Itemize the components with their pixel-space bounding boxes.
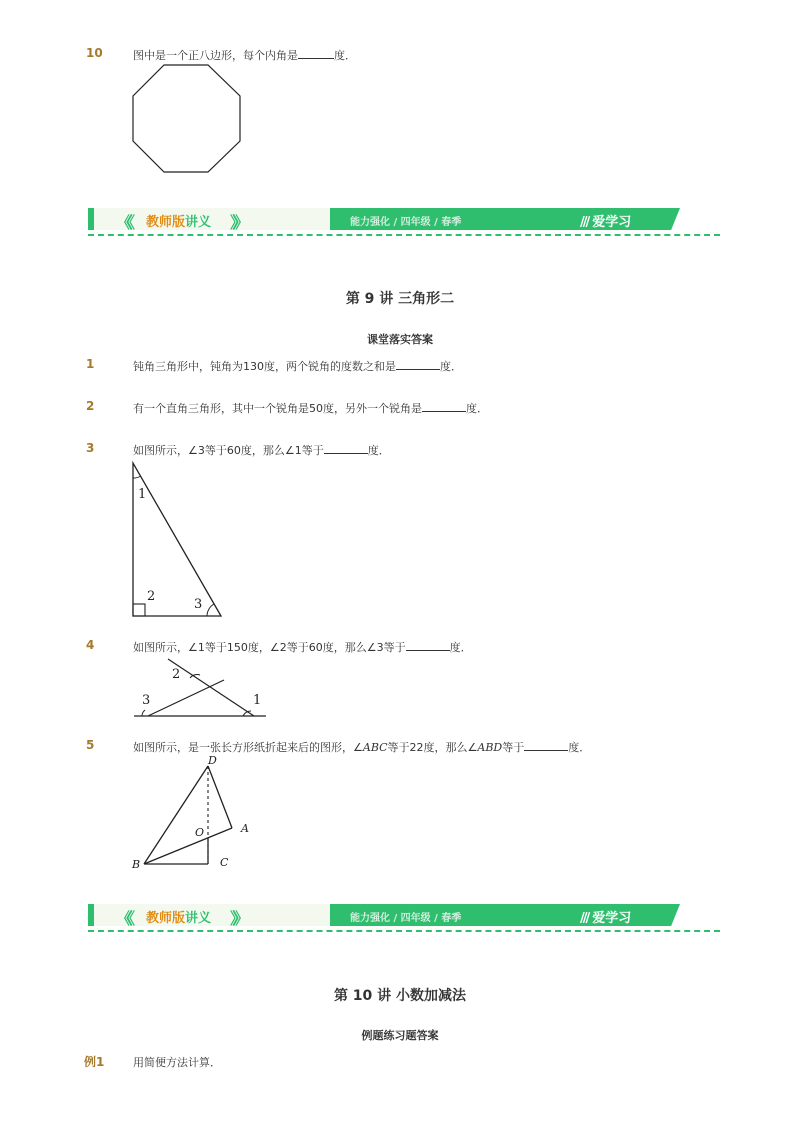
chevron-right-icon: 》》 xyxy=(230,213,245,232)
question-number: 4 xyxy=(86,638,95,652)
angle-arc-1 xyxy=(133,476,141,478)
brand-icon: /// xyxy=(580,911,589,926)
question-text-before: 如图所示，∠1等于150度，∠2等于60度，那么∠3等于 xyxy=(133,641,406,654)
angle-label-3: 3 xyxy=(142,693,151,708)
question-text-part: 等于22度，那么∠ xyxy=(387,741,478,754)
angle-label-2: 2 xyxy=(147,589,156,604)
question-text-before: 有一个直角三角形，其中一个锐角是50度，另外一个锐角是 xyxy=(133,402,422,415)
banner-tags: 能力强化 / 四年级 / 春季 xyxy=(350,913,462,924)
header-banner xyxy=(88,208,680,238)
question-text xyxy=(133,47,356,63)
lecture-title: 第 9 讲 三角形二 xyxy=(345,291,455,307)
angle-label-1: 1 xyxy=(138,487,147,502)
chevron-left-icon: 《《 xyxy=(116,213,131,232)
angle-label-3: 3 xyxy=(194,597,203,612)
question-text-before: 如图所示，∠3等于60度，那么∠1等于 xyxy=(133,444,324,457)
question-text-after: 度． xyxy=(449,641,472,654)
question-text xyxy=(133,639,472,655)
banner-edition-b: 讲义 xyxy=(185,215,212,230)
chevron-left-icon: 《《 xyxy=(116,909,131,928)
question-number: 10 xyxy=(86,46,103,60)
chevron-right-icon: 》》 xyxy=(230,909,245,928)
intersecting-lines-figure xyxy=(128,654,272,720)
example-number: 例1 xyxy=(84,1055,105,1069)
angle-label-2: 2 xyxy=(172,667,181,682)
brand-logo xyxy=(580,211,631,230)
question-number: 2 xyxy=(86,399,95,413)
brand-logo xyxy=(580,907,631,926)
question-number: 5 xyxy=(86,738,95,752)
section-subtitle: 课堂落实答案 xyxy=(367,333,433,346)
angle-label-1: 1 xyxy=(253,693,262,708)
lecture-title: 第 10 讲 小数加减法 xyxy=(333,988,467,1004)
banner-edition-a: 教师版 xyxy=(146,215,186,230)
question-text xyxy=(133,400,488,416)
octagon-figure xyxy=(130,62,246,176)
section-subtitle: 例题练习题答案 xyxy=(361,1029,439,1042)
brand-icon: /// xyxy=(580,215,589,230)
point-label-a: A xyxy=(241,822,249,835)
angle-arc-3 xyxy=(142,710,145,716)
banner-edition-b: 讲义 xyxy=(185,911,212,926)
question-text-after: 度． xyxy=(367,444,390,457)
question-text-after: 度． xyxy=(440,360,462,373)
question-text-after: 度． xyxy=(334,49,356,62)
question-text xyxy=(133,358,462,374)
angle-name-abd: ABD xyxy=(477,741,503,754)
answer-blank xyxy=(406,640,450,651)
point-label-d: D xyxy=(208,754,217,767)
angle-arc-3 xyxy=(207,604,214,616)
banner-tags: 能力强化 / 四年级 / 春季 xyxy=(350,217,462,228)
question-text-part: 等于 xyxy=(502,741,525,754)
question-text-after: 度． xyxy=(466,402,488,415)
angle-name-abc: ABC xyxy=(362,741,388,754)
question-number: 1 xyxy=(86,357,95,371)
question-text-part: 如图所示，是一张长方形纸折起来后的图形，∠ xyxy=(133,741,363,754)
answer-blank xyxy=(422,401,466,412)
folded-rectangle-figure xyxy=(128,752,268,876)
header-banner xyxy=(88,904,680,934)
question-text-before: 图中是一个正八边形，每个内角是 xyxy=(133,49,298,62)
answer-blank xyxy=(298,48,334,59)
example-text: 用简便方法计算． xyxy=(133,1056,221,1069)
right-angle-marker xyxy=(133,604,145,616)
point-label-b: B xyxy=(132,858,141,871)
question-text-before: 钝角三角形中，钝角为130度，两个锐角的度数之和是 xyxy=(133,360,396,373)
banner-edition xyxy=(146,907,211,926)
question-text-after: 度． xyxy=(568,741,591,754)
right-triangle-figure xyxy=(126,458,230,622)
point-label-o: O xyxy=(195,826,205,839)
banner-edition xyxy=(146,211,211,230)
answer-blank xyxy=(524,740,568,751)
question-number: 3 xyxy=(86,441,95,455)
banner-divider xyxy=(88,234,720,236)
banner-edition-a: 教师版 xyxy=(146,911,186,926)
point-label-c: C xyxy=(220,856,229,869)
answer-blank xyxy=(324,443,368,454)
question-text xyxy=(133,442,390,458)
brand-name: 爱学习 xyxy=(592,215,632,230)
banner-divider xyxy=(88,930,720,932)
answer-blank xyxy=(396,359,440,370)
brand-name: 爱学习 xyxy=(592,911,632,926)
